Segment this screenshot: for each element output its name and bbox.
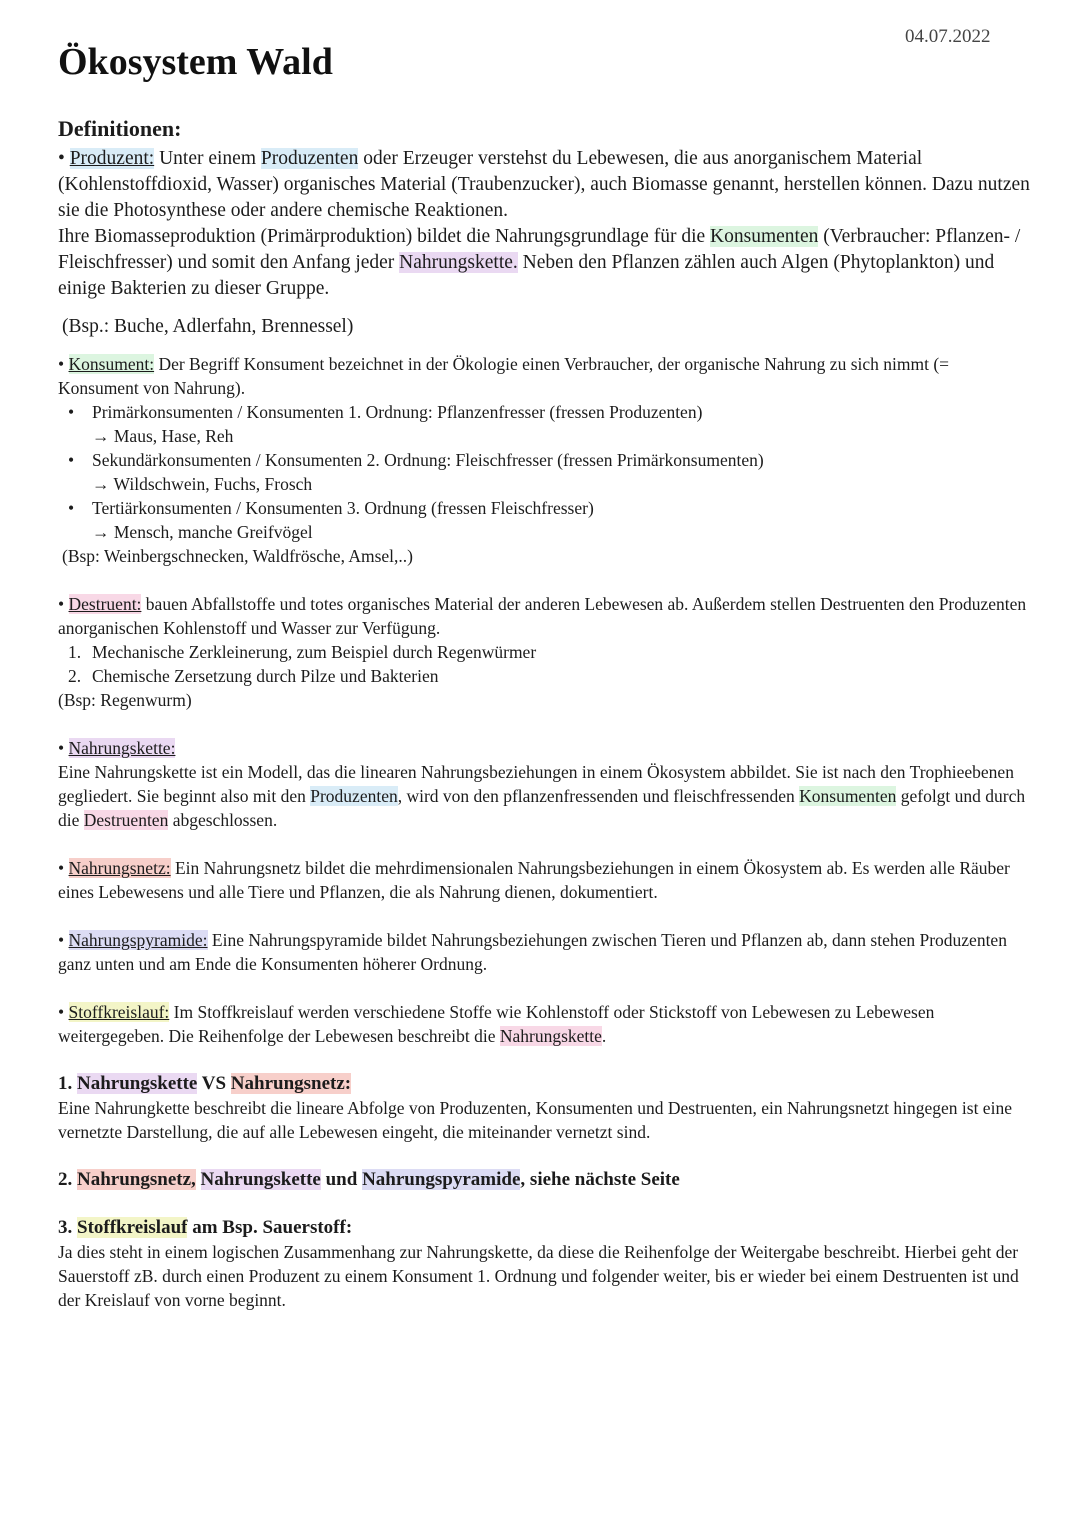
definition-nahrungspyramide — [58, 928, 1033, 976]
section-3-text: Ja dies steht in einem logischen Zusammenhang zur Nahrungskette, da diese die Reihenfolge der Weitergabe beschreibt. Hierbei geht der Sauerstoff zB. durch einen Produzent zu einem Konsument 1. Ordnung und folgender weiter, bis er wieder bei einem Destruenten ist und der Kreislauf von vorne beginnt. — [58, 1242, 1019, 1310]
page-title: Ökosystem Wald — [58, 41, 333, 83]
definitions-heading: Definitionen: — [58, 116, 182, 141]
section-number: 2. — [58, 1169, 77, 1190]
definition-nahrungskette-heading — [58, 736, 1033, 760]
text-fragment: , wird von den pflanzenfressenden und fleischfressenden — [397, 786, 800, 806]
document-body — [58, 116, 1033, 1312]
bullet: • — [58, 1002, 65, 1022]
text-fragment: bauen Abfallstoffe und totes organisches Material der anderen Lebewesen ab. Außerdem stellen Destruenten den Produzenten anorganischen Kohlenstoff und Wasser zur Verfügung. — [58, 594, 1027, 638]
text-fragment: VS — [197, 1073, 231, 1094]
text-fragment: und — [320, 1169, 363, 1190]
highlight-nahrungsnetz: Nahrungsnetz, — [77, 1169, 196, 1190]
text-fragment: Ein Nahrungsnetz bildet die mehrdimensionalen Nahrungsbeziehungen in einem Ökosystem ab. Es werden alle Räuber eines Lebewesens und alle Tiere und Pflanzen, die als Nahrung dienen, dokumentiert. — [58, 858, 1010, 902]
destruent-list — [58, 640, 1033, 688]
text-fragment: (Verbraucher: Pflanzen- / Fleischfresser) und somit den Anfang jeder — [58, 226, 1021, 273]
text-fragment: Eine Nahrungskette ist ein Modell, das die linearen Nahrungsbeziehungen in einem Ökosystem abbildet. Sie ist nach den Trophieebenen gegliedert. Sie beginnt also mit den — [58, 762, 1014, 806]
highlight-nahrungsnetz: Nahrungsnetz: — [230, 1073, 352, 1094]
term-produzent: Produzent: — [69, 148, 155, 169]
document-date: 04.07.2022 — [905, 26, 991, 47]
list-number: 1. — [68, 642, 82, 662]
definition-produzent — [58, 146, 1033, 302]
highlight-produzenten: Produzenten — [310, 786, 398, 806]
term-nahrungskette: Nahrungskette: — [68, 738, 176, 758]
bullet: • — [58, 738, 65, 758]
highlight-nahrungskette: Nahrungskette — [77, 1073, 198, 1094]
konsument-list — [58, 400, 1033, 544]
highlight-nahrungskette: Nahrungskette. — [399, 252, 518, 273]
list-item-text: Chemische Zersetzung durch Pilze und Bakterien — [92, 666, 439, 686]
term-nahrungspyramide: Nahrungspyramide: — [68, 930, 208, 950]
text-fragment: Der Begriff Konsument bezeichnet in der Ökologie einen Verbraucher, der organische Nahrung zu sich nimmt (= Konsument von Nahrung). — [58, 354, 950, 398]
list-item-text: Mechanische Zerkleinerung, zum Beispiel durch Regenwürmer — [92, 642, 537, 662]
bullet: • — [58, 858, 65, 878]
highlight-konsumenten: Konsumenten — [710, 226, 819, 247]
definition-nahrungskette — [58, 760, 1033, 832]
highlight-konsumenten: Konsumenten — [799, 786, 897, 806]
text-fragment: gefolgt und durch die — [58, 786, 1026, 830]
definition-nahrungsnetz — [58, 856, 1033, 904]
text-fragment: oder Erzeuger verstehst du Lebewesen, die aus anorganischem Material (Kohlenstoffdioxid, Wasser) organisches Material (Traubenzucker), auch Biomasse genannt, herstellen können. Dazu nutzen sie die Photosynthese oder andere chemische Reaktionen. — [58, 148, 1030, 221]
term-konsument: Konsument: — [68, 354, 155, 374]
text-fragment: am Bsp. Sauerstoff: — [187, 1217, 353, 1238]
section-3-heading — [58, 1216, 1033, 1240]
list-item: • Tertiärkonsumenten / Konsumenten 3. Ordnung (fressen Fleischfresser) — [68, 498, 594, 518]
text-fragment: . — [601, 1026, 607, 1046]
definition-konsument — [58, 352, 1033, 400]
section-1-text: Eine Nahrungkette beschreibt die lineare Abfolge von Produzenten, Konsumenten und Destruenten, ein Nahrungsnetzt hingegen ist eine vernetzte Darstellung, die auf alle Lebewesen eingeht, die miteinander vernetzt sind. — [58, 1098, 1012, 1142]
bullet: • — [58, 930, 65, 950]
bullet: • — [58, 148, 65, 169]
section-number: 1. — [58, 1073, 77, 1094]
list-item-example: → Maus, Hase, Reh — [92, 426, 234, 446]
text-fragment: Eine Nahrungspyramide bildet Nahrungsbeziehungen zwischen Tieren und Pflanzen ab, dann stehen Produzenten ganz unten und am Ende die Konsumenten höherer Ordnung. — [58, 930, 1007, 974]
section-number: 3. — [58, 1217, 77, 1238]
example-konsument: (Bsp: Weinbergschnecken, Waldfrösche, Amsel,..) — [62, 546, 413, 566]
list-item-text: Primärkonsumenten / Konsumenten 1. Ordnung: Pflanzenfresser (fressen Produzenten) — [92, 402, 703, 422]
term-stoffkreislauf: Stoffkreislauf: — [68, 1002, 170, 1022]
list-item-example: → Mensch, manche Greifvögel — [92, 522, 313, 542]
term-destruent: Destruent: — [68, 594, 142, 614]
list-item — [58, 664, 1033, 688]
definition-stoffkreislauf — [58, 1000, 1033, 1048]
highlight-destruenten: Destruenten — [83, 810, 169, 830]
bullet: • — [58, 594, 65, 614]
bullet: • — [58, 354, 65, 374]
text-fragment: Ihre Biomasseproduktion (Primärproduktion) bildet die Nahrungsgrundlage für die — [58, 226, 711, 247]
text-fragment: Im Stoffkreislauf werden verschiedene Stoffe wie Kohlenstoff oder Stickstoff von Lebewesen zu Lebewesen weitergegeben. Die Reihenfolge der Lebewesen beschreibt die — [58, 1002, 935, 1046]
highlight-produzenten: Produzenten — [260, 148, 359, 169]
text-fragment: Neben den Pflanzen zählen auch Algen (Phytoplankton) und einige Bakterien zu dieser Gruppe. — [58, 252, 995, 299]
highlight-nahrungskette: Nahrungskette — [200, 1169, 321, 1190]
list-item — [58, 640, 1033, 664]
text-fragment: Unter einem — [154, 148, 261, 169]
list-item: • Primärkonsumenten / Konsumenten 1. Ordnung: Pflanzenfresser (fressen Produzenten) — [68, 402, 703, 422]
highlight-nahrungspyramide: Nahrungspyramide — [362, 1169, 521, 1190]
example-destruent: (Bsp: Regenwurm) — [58, 690, 192, 710]
list-item-example: → Wildschwein, Fuchs, Frosch — [92, 474, 313, 494]
highlight-stoffkreislauf: Stoffkreislauf — [77, 1217, 188, 1238]
list-item-text: Sekundärkonsumenten / Konsumenten 2. Ordnung: Fleischfresser (fressen Primärkonsumenten) — [92, 450, 764, 470]
section-2-heading — [58, 1168, 1033, 1192]
highlight-nahrungskette: Nahrungskette — [499, 1026, 602, 1046]
term-nahrungsnetz: Nahrungsnetz: — [68, 858, 171, 878]
definition-destruent — [58, 592, 1033, 640]
section-1-heading — [58, 1072, 1033, 1096]
text-fragment — [196, 1169, 201, 1190]
text-fragment: abgeschlossen. — [168, 810, 278, 830]
example-produzent: (Bsp.: Buche, Adlerfahn, Brennessel) — [62, 316, 354, 337]
list-item-text: Tertiärkonsumenten / Konsumenten 3. Ordnung (fressen Fleischfresser) — [92, 498, 594, 518]
list-item: • Sekundärkonsumenten / Konsumenten 2. Ordnung: Fleischfresser (fressen Primärkonsumenten) — [68, 450, 764, 470]
list-number: 2. — [68, 666, 82, 686]
text-fragment: , siehe nächste Seite — [520, 1169, 680, 1190]
